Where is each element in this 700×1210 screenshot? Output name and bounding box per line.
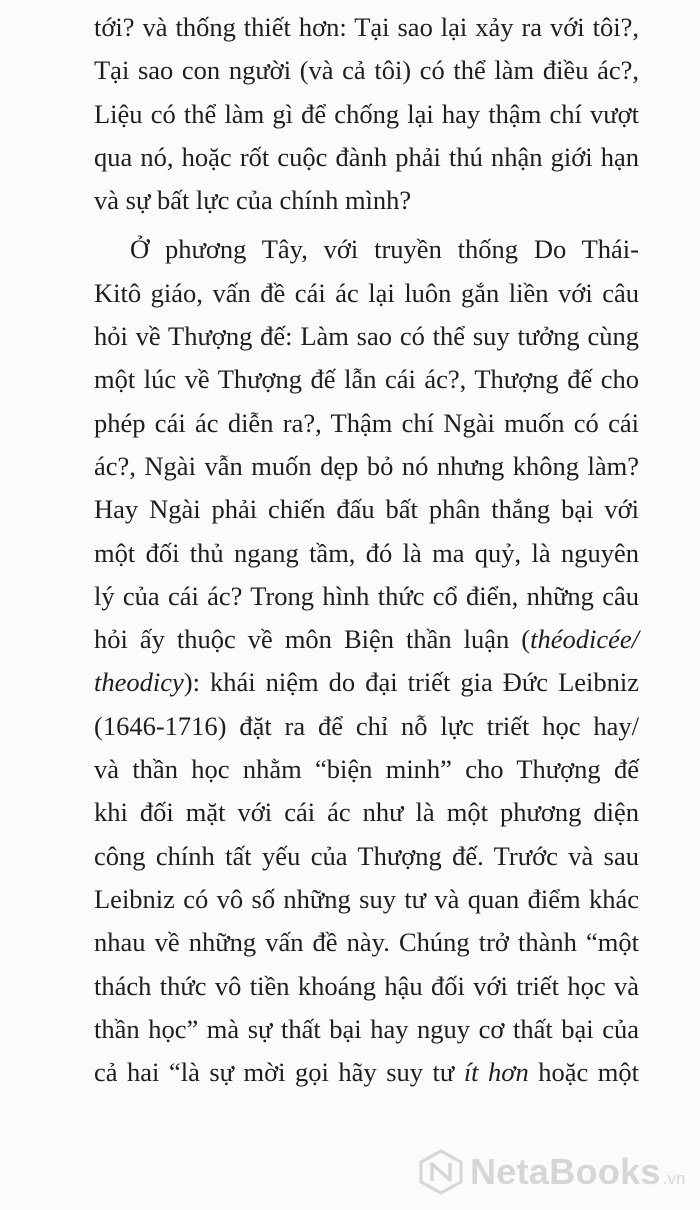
text-line: Kitô giáo, vấn đề cái ác lại luôn gắn liền với câu: [94, 277, 639, 308]
paragraph-2: [94, 228, 639, 1094]
text-line: và sự bất lực của chính mình?: [94, 185, 412, 216]
watermark-brand: NetaBooks: [470, 1151, 661, 1192]
text-line: lý của cái ác? Trong hình thức cổ điển, những câu: [94, 580, 639, 611]
text-line: Ở phương Tây, với truyền thống Do Thái-: [130, 234, 639, 265]
text-line: công chính tất yếu của Thượng đế. Trước và sau: [94, 840, 639, 871]
text-line: qua nó, hoặc rốt cuộc đành phải thú nhận giới hạn: [94, 141, 639, 172]
text-line: ác?, Ngài vẫn muốn dẹp bỏ nó nhưng không làm?: [94, 450, 639, 481]
text-line: khi đối mặt với cái ác như là một phương diện: [94, 797, 639, 828]
book-page-text: [94, 6, 639, 1094]
text-line: thần học” mà sự thất bại hay nguy cơ thất bại của: [94, 1013, 639, 1044]
text-line: Hay Ngài phải chiến đấu bất phân thắng bại với: [94, 494, 639, 525]
italic-term: theodicy: [94, 667, 184, 698]
text-line: một lúc về Thượng đế lẫn cái ác?, Thượng đế cho: [94, 364, 639, 395]
text-line: tới? và thống thiết hơn: Tại sao lại xảy ra với tôi?,: [94, 12, 639, 42]
text-line: nhau về những vấn đề này. Chúng trở thành “một: [94, 927, 639, 958]
text-line: phép cái ác diễn ra?, Thậm chí Ngài muốn có cái: [94, 407, 639, 438]
text-line: Leibniz có vô số những suy tư và quan điểm khác: [94, 883, 639, 914]
text-line: và thần học nhằm “biện minh” cho Thượng đế: [94, 754, 639, 785]
paragraph-1: [94, 6, 639, 222]
watermark-suffix: .vn: [662, 1169, 686, 1188]
text-line: theodicy): khái niệm do đại triết gia Đức Leibniz: [94, 667, 639, 698]
text-line: cả hai “là sự mời gọi hãy suy tư ít hơn hoặc một: [94, 1057, 639, 1088]
italic-term: ít hơn: [463, 1057, 529, 1088]
netabooks-watermark: [418, 1143, 688, 1201]
netabooks-logo-icon: [418, 1149, 464, 1195]
text-line: hỏi về Thượng đế: Làm sao có thể suy tưởng cùng: [94, 321, 639, 352]
text-line: Liệu có thể làm gì để chống lại hay thậm chí vượt: [94, 98, 639, 129]
text-line: hỏi ấy thuộc về môn Biện thần luận (théodicée/: [94, 624, 639, 655]
text-line: (1646-1716) đặt ra để chỉ nỗ lực triết học hay/: [94, 710, 639, 741]
italic-term: théodicée/: [530, 624, 639, 655]
text-line: thách thức vô tiền khoáng hậu đối với triết học và: [94, 970, 639, 1001]
text-line: Tại sao con người (và cả tôi) có thể làm điều ác?,: [94, 55, 639, 86]
text-line: một đối thủ ngang tầm, đó là ma quỷ, là nguyên: [94, 537, 639, 568]
